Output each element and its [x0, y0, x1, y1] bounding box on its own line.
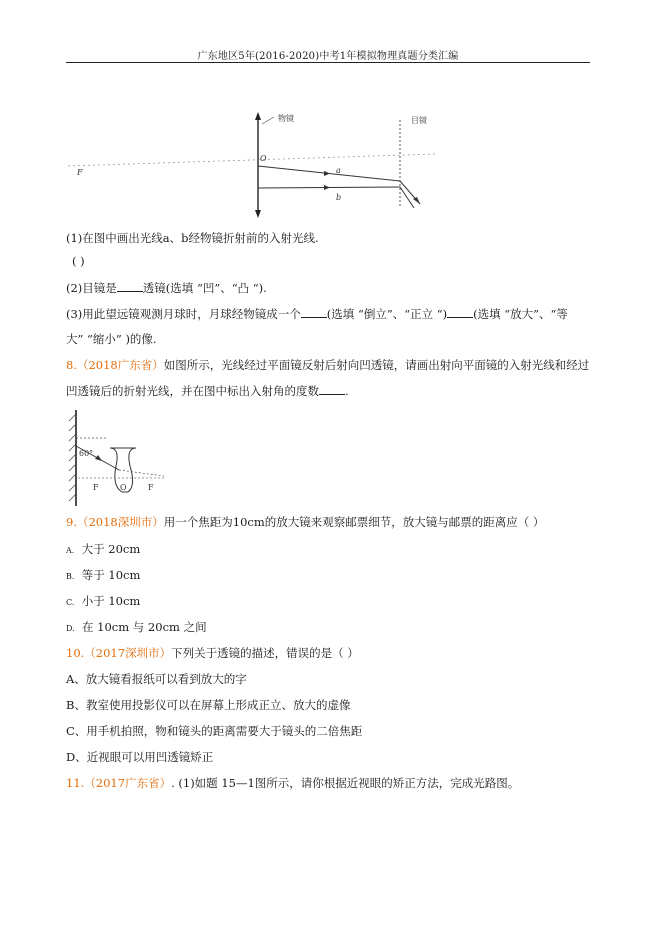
q10-option-b[interactable]: B、教室使用投影仪可以在屏幕上形成正立、放大的虚像	[66, 698, 351, 712]
q9-option-c[interactable]	[66, 593, 140, 609]
q7-part3-text: (3)用此望远镜观测月球时，月球经物镜成一个	[66, 307, 301, 321]
q11-stem	[66, 775, 519, 791]
q7-part1: (1)在图中画出光线a、b经物镜折射前的入射光线.	[66, 231, 319, 245]
option-text: 小于 10cm	[81, 594, 141, 608]
answer-blank[interactable]	[447, 306, 473, 318]
q10-option-d[interactable]: D、近视眼可以用凹透镜矫正	[66, 750, 214, 764]
focus-f-left-label: F	[93, 483, 99, 492]
q11-text: . (1)如题 15—1图所示，请你根据近视眼的矫正方法，完成光路图。	[171, 776, 520, 790]
q7-part3-text-c: (选填 “放大”、“等	[473, 307, 568, 321]
angle-label: 60°	[79, 449, 94, 458]
q7-part3-text-b: (选填 “倒立”、“正立 “)	[326, 307, 448, 321]
q9-number: 9.	[66, 515, 77, 529]
mirror-lens-figure	[66, 408, 166, 508]
answer-blank[interactable]	[319, 383, 345, 395]
eyepiece-label: 目镜	[411, 116, 427, 125]
q8-line1	[66, 357, 589, 373]
q9-stem	[66, 514, 544, 530]
option-text: 在 10cm 与 20cm 之间	[81, 620, 207, 634]
ray-b-label: b	[336, 193, 342, 202]
option-letter: B.	[66, 572, 75, 581]
q8-text-a: 如图所示，光线经过平面镜反射后射向凹透镜，请画出射向平面镜的入射光线和经过	[163, 358, 590, 372]
q7-part2-text-end: 透镜(选填 “凹”、“凸 “).	[142, 281, 267, 295]
option-letter: A.	[66, 546, 75, 555]
objective-label: 物镜	[278, 114, 294, 123]
principal-axis	[68, 154, 435, 166]
q10-stem	[66, 645, 359, 661]
q10-text: 下列关于透镜的描述，错误的是（ ）	[171, 646, 359, 660]
option-letter: C.	[66, 598, 75, 607]
q11-number: 11.	[66, 776, 85, 790]
q7-part3	[66, 306, 568, 322]
ray-a-label: a	[336, 166, 341, 175]
q9-option-a[interactable]	[66, 541, 140, 557]
q7-part3-cont: 大” “缩小” )的像.	[66, 332, 157, 346]
q8-text-end: .	[345, 384, 349, 398]
q10-option-c[interactable]: C、用手机拍照，物和镜头的距离需要大于镜头的二倍焦距	[66, 724, 363, 738]
q9-option-d[interactable]	[66, 619, 207, 635]
q8-line2	[66, 383, 349, 399]
q10-source: （2017深圳市）	[84, 646, 172, 660]
page-header: 广东地区5年(2016-2020)中考1年模拟物理真题分类汇编	[197, 51, 459, 62]
q10-number: 10.	[66, 646, 85, 660]
q8-number: 8.	[66, 358, 77, 372]
q11-source: （2017广东省）	[84, 776, 172, 790]
answer-blank[interactable]	[117, 280, 143, 292]
focus-f-right-label: F	[148, 483, 154, 492]
q7-answer-paren: ( )	[72, 254, 85, 268]
point-o-label: O	[120, 483, 127, 492]
answer-blank[interactable]	[301, 306, 327, 318]
q8-source: （2018广东省）	[76, 358, 164, 372]
q9-source: （2018深圳市）	[76, 515, 164, 529]
q9-text: 用一个焦距为10cm的放大镜来观察邮票细节，放大镜与邮票的距离应（ ）	[163, 515, 545, 529]
focus-f-label: F	[77, 168, 83, 177]
telescope-figure	[0, 0, 661, 230]
option-text: 等于 10cm	[81, 568, 141, 582]
q7-part2-text: (2)目镜是	[66, 281, 117, 295]
point-o-label: O	[260, 154, 267, 163]
q9-option-b[interactable]	[66, 567, 140, 583]
q10-option-a[interactable]: A、放大镜看报纸可以看到放大的字	[66, 672, 247, 686]
q7-part2	[66, 280, 267, 296]
q8-text-b: 凹透镜后的折射光线，并在图中标出入射角的度数	[66, 384, 319, 398]
option-letter: D.	[66, 624, 75, 633]
option-text: 大于 20cm	[81, 542, 141, 556]
